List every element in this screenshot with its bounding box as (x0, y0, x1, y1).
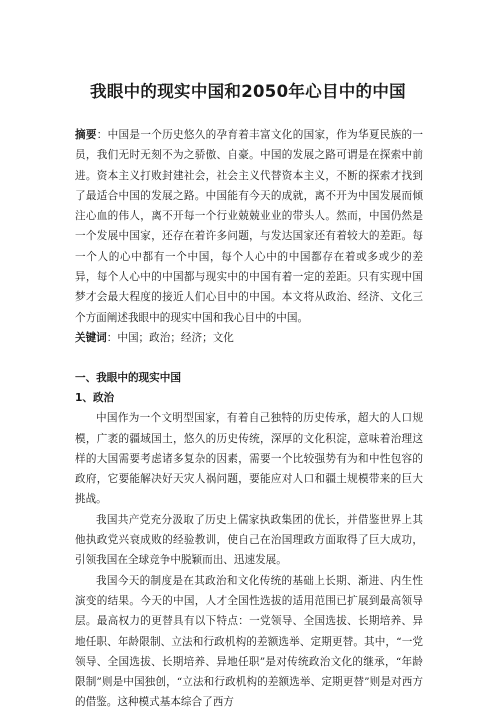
abstract (75, 125, 423, 328)
paragraph: 我国共产党充分汲取了历史上儒家执政集团的优长，并借鉴世界上其他执政党兴衰成败的经验教训，使自己在治国理政方面取得了巨大成功，引领我国在全球竞争中脱颖而出、迅速发展。 (75, 513, 423, 567)
subsection-heading: 1、政治 (75, 392, 115, 405)
paragraph: 我国今天的制度是在其政治和文化传统的基础上长期、渐进、内生性演变的结果。今天的中国，人才全国性选拔的适用范围已扩展到最高领导层。最高权力的更替具有以下特点：一党领导、全国选拔、长期培养、异地任职、年龄限制、立法和行政机构的差额选举、定期更替。其中，“一党领导、全国选拔、长期培养、异地任职”是对传统政治文化的继承，“年龄限制”则是中国独创，“立法和行政机构的差额选举、定期更替”则是对西方的借鉴。这种模式基本综合了西方 (75, 574, 423, 709)
keywords-text: ：中国；政治；经济；文化 (106, 331, 234, 344)
abstract-label: 摘要 (75, 129, 97, 141)
document-body (75, 125, 423, 713)
abstract-text: ：中国是一个历史悠久的孕育着丰富文化的国家，作为华夏民族的一员，我们无时无刻不为之骄傲、自豪。中国的发展之路可谓是在探索中前进。资本主义打败封建社会，社会主义代替资本主义，不断的探索才找到了最适合中国的发展之路。中国能有今天的成就，离不开为中国发展而倾注心血的伟人，离不开每一个行业兢兢业业的带头人。然而，中国仍然是一个发展中国家，还存在着许多问题，与发达国家还有着较大的差距。每一个人的心中都有一个中国，每个人心中的中国都存在着或多或少的差异，每个人心中的中国都与现实中的中国有着一定的差距。只有实现中国梦才会最大程度的接近人们心目中的中国。本文将从政治、经济、文化三个方面阐述我眼中的现实中国和我心目中的中国。 (75, 129, 424, 324)
keywords (75, 328, 423, 348)
section-heading: 一、我眼中的现实中国 (75, 372, 181, 385)
page-title: 我眼中的现实中国和2050年心目中的中国 (90, 82, 406, 101)
paragraph: 中国作为一个文明型国家，有着自己独特的历史传承，超大的人口规模，广袤的疆域国土，悠久的历史传统，深厚的文化积淀，意味着治理这样的大国需要考虑诸多复杂的因素，需要一个比较强势有为和中性包容的政府，它要能解决好天灾人祸问题，要能应对人口和疆土规模带来的巨大挑战。 (75, 412, 423, 506)
keywords-label: 关键词 (75, 331, 107, 344)
